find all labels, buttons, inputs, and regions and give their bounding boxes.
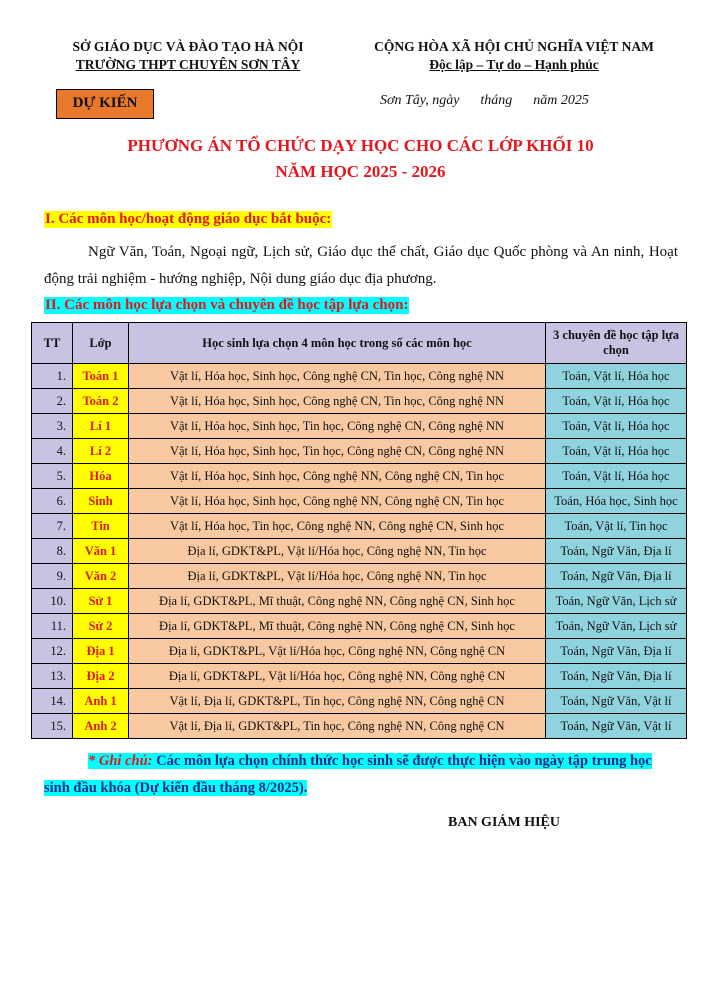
row-number: 13. [32,664,73,689]
row-number: 14. [32,689,73,714]
row-subjects-text: Vật lí, Hóa học, Sinh học, Công nghệ CN, Tin học, Công nghệ NN [169,393,505,408]
document-title: PHƯƠNG ÁN TỔ CHỨC DẠY HỌC CHO CÁC LỚP KHỐI 10 [127,136,594,155]
row-class: Văn 1 [73,539,129,564]
row-number: 5. [32,464,73,489]
row-subjects [129,464,546,489]
row-number: 2. [32,389,73,414]
national-motto: Độc lập – Tự do – Hạnh phúc [429,57,599,72]
table-row [32,664,687,689]
row-subjects-text: Vật lí, Hóa học, Sinh học, Công nghệ CN, Tin học, Công nghệ NN [169,368,505,383]
row-subjects [129,439,546,464]
row-topics: Toán, Vật lí, Hóa học [546,464,687,489]
table-row [32,714,687,739]
section1-heading: I. Các môn học/hoạt động giáo dục bắt buộc: [45,211,332,227]
header-class: Lớp [73,323,129,364]
row-subjects [129,714,546,739]
row-class: Toán 2 [73,389,129,414]
table-row [32,464,687,489]
table-row [32,539,687,564]
table-row [32,439,687,464]
row-class: Địa 2 [73,664,129,689]
table-row [32,389,687,414]
row-subjects-text: Vật lí, Hóa học, Sinh học, Công nghệ NN, Công nghệ CN, Tin học [169,493,505,508]
header-subjects: Học sinh lựa chọn 4 môn học trong số các môn học [129,323,546,364]
row-topics: Toán, Ngữ Văn, Vật lí [546,714,687,739]
row-class: Anh 2 [73,714,129,739]
note-text: Các môn lựa chọn chính thức học sinh sẽ được thực hiện vào ngày tập trung học sinh đầu khóa (Dự kiến đầu tháng 8/2025). [44,753,652,796]
row-topics: Toán, Hóa học, Sinh học [546,489,687,514]
table-row [32,589,687,614]
row-subjects-text: Vật lí, Hóa học, Tin học, Công nghệ NN, Công nghệ CN, Sinh học [169,518,505,533]
document-subtitle: NĂM HỌC 2025 - 2026 [275,162,446,181]
table-row [32,614,687,639]
row-topics: Toán, Ngữ Văn, Vật lí [546,689,687,714]
section2-heading: II. Các môn học lựa chọn và chuyên đề học tập lựa chọn: [45,297,409,313]
header-tt: TT [32,323,73,364]
row-class: Tin [73,514,129,539]
table-row [32,414,687,439]
row-topics: Toán, Ngữ Văn, Lịch sử [546,614,687,639]
row-number: 3. [32,414,73,439]
row-subjects-text: Địa lí, GDKT&PL, Vật lí/Hóa học, Công nghệ NN, Công nghệ CN [168,643,506,658]
row-class: Lí 1 [73,414,129,439]
row-number: 7. [32,514,73,539]
table-header-row [32,323,687,364]
row-subjects [129,389,546,414]
row-subjects [129,364,546,389]
row-class: Sinh [73,489,129,514]
row-number: 10. [32,589,73,614]
row-class: Sử 1 [73,589,129,614]
row-subjects [129,514,546,539]
row-subjects-text: Vật lí, Hóa học, Sinh học, Công nghệ NN, Công nghệ CN, Tin học [169,468,505,483]
row-topics: Toán, Vật lí, Tin học [546,514,687,539]
row-number: 12. [32,639,73,664]
row-topics: Toán, Ngữ Văn, Địa lí [546,664,687,689]
row-subjects [129,414,546,439]
row-subjects-text: Địa lí, GDKT&PL, Vật lí/Hóa học, Công nghệ NN, Tin học [187,568,487,583]
row-number: 1. [32,364,73,389]
row-number: 9. [32,564,73,589]
row-subjects [129,639,546,664]
row-subjects-text: Địa lí, GDKT&PL, Vật lí/Hóa học, Công nghệ NN, Tin học [187,543,487,558]
row-subjects-text: Địa lí, GDKT&PL, Mĩ thuật, Công nghệ NN, Công nghệ CN, Sinh học [159,618,515,633]
row-number: 4. [32,439,73,464]
row-number: 6. [32,489,73,514]
row-subjects-text: Vật lí, Hóa học, Sinh học, Tin học, Công nghệ CN, Công nghệ NN [169,443,505,458]
national-title: CỘNG HÒA XÃ HỘI CHỦ NGHĨA VIỆT NAM [374,39,654,54]
row-subjects [129,614,546,639]
table-row [32,639,687,664]
row-topics: Toán, Vật lí, Hóa học [546,439,687,464]
row-class: Văn 2 [73,564,129,589]
row-number: 8. [32,539,73,564]
row-subjects [129,689,546,714]
row-topics: Toán, Vật lí, Hóa học [546,389,687,414]
header-left [40,38,336,74]
row-subjects-text: Địa lí, GDKT&PL, Mĩ thuật, Công nghệ NN, Công nghệ CN, Sinh học [159,593,515,608]
row-class: Hóa [73,464,129,489]
row-class: Sử 2 [73,614,129,639]
header-right [338,38,690,74]
row-topics: Toán, Vật lí, Hóa học [546,414,687,439]
row-class: Toán 1 [73,364,129,389]
row-subjects [129,589,546,614]
row-topics: Toán, Vật lí, Hóa học [546,364,687,389]
row-subjects-text: Vật lí, Hóa học, Sinh học, Tin học, Công nghệ CN, Công nghệ NN [169,418,505,433]
row-topics: Toán, Ngữ Văn, Địa lí [546,539,687,564]
row-subjects [129,664,546,689]
row-number: 11. [32,614,73,639]
header-topics: 3 chuyên đề học tập lựa chọn [546,323,687,364]
row-class: Lí 2 [73,439,129,464]
signature: BAN GIÁM HIỆU [448,815,561,830]
row-class: Anh 1 [73,689,129,714]
note-label: * Ghi chú: [88,753,153,769]
table-row [32,364,687,389]
draft-badge: DỰ KIẾN [56,89,154,119]
row-subjects [129,489,546,514]
table-row [32,489,687,514]
table-row [32,689,687,714]
date-line: Sơn Tây, ngày tháng năm 2025 [380,93,589,108]
department-name: SỞ GIÁO DỤC VÀ ĐÀO TẠO HÀ NỘI [72,39,304,54]
row-subjects-text: Vật lí, Địa lí, GDKT&PL, Tin học, Công nghệ NN, Công nghệ CN [169,718,505,733]
row-number: 15. [32,714,73,739]
row-subjects [129,539,546,564]
row-subjects-text: Địa lí, GDKT&PL, Vật lí/Hóa học, Công nghệ NN, Công nghệ CN [168,668,506,683]
table-row [32,514,687,539]
row-subjects [129,564,546,589]
section1-text: Ngữ Văn, Toán, Ngoại ngữ, Lịch sử, Giáo dục thể chất, Giáo dục Quốc phòng và An ninh, Hoạt động trải nghiệm - hướng nghiệp, Nội dung giáo dục địa phương. [44,244,678,287]
school-name: TRƯỜNG THPT CHUYÊN SƠN TÂY [75,57,301,72]
table-row [32,564,687,589]
row-class: Địa 1 [73,639,129,664]
subject-selection-table [31,322,687,739]
note [44,748,678,802]
row-topics: Toán, Ngữ Văn, Địa lí [546,564,687,589]
row-subjects-text: Vật lí, Địa lí, GDKT&PL, Tin học, Công nghệ NN, Công nghệ CN [169,693,505,708]
row-topics: Toán, Ngữ Văn, Địa lí [546,639,687,664]
row-topics: Toán, Ngữ Văn, Lịch sử [546,589,687,614]
